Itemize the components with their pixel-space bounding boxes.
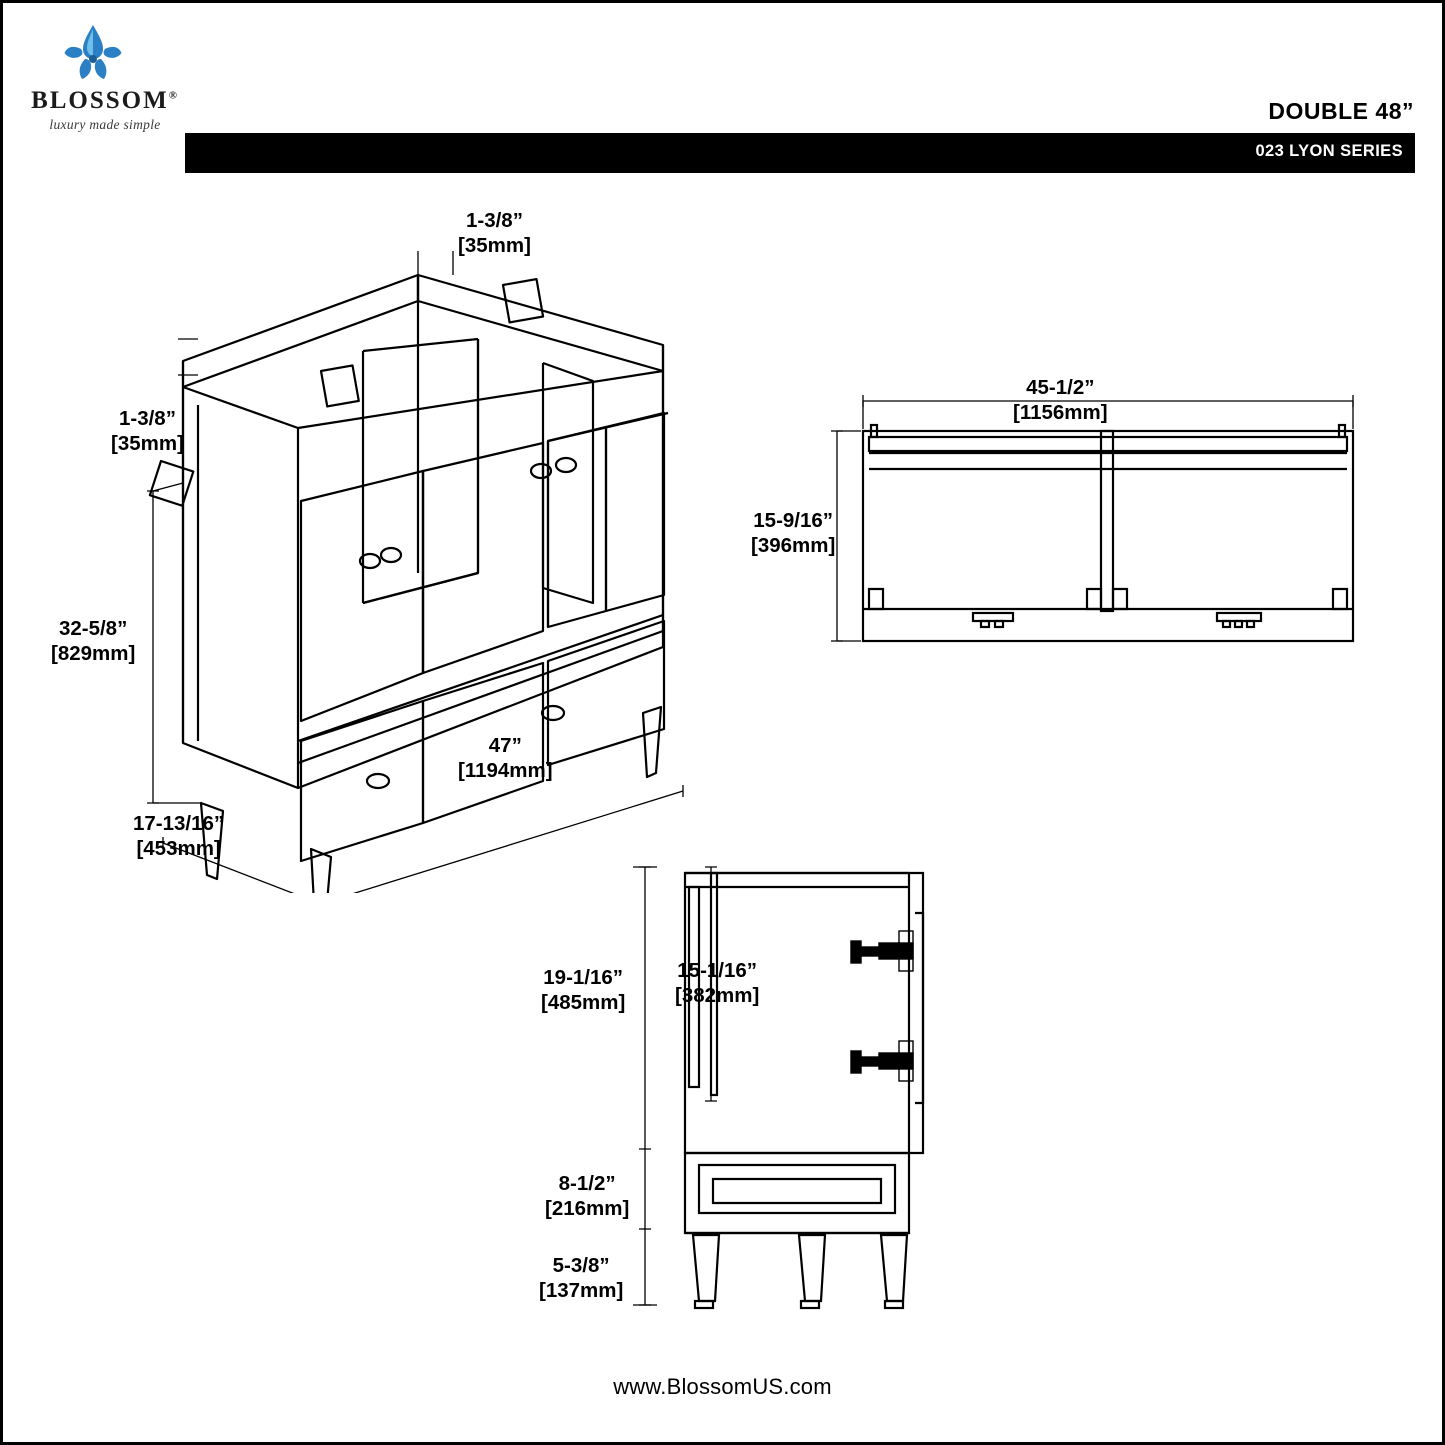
- series-bar: [185, 133, 1415, 173]
- brand-tagline: luxury made simple: [49, 117, 161, 132]
- dim-overall-depth: 17-13/16” [453mm]: [133, 812, 225, 860]
- dim-overall-height: 32-5/8” [829mm]: [51, 617, 136, 665]
- dim-top-thickness: 1-3/8” [35mm]: [458, 209, 531, 257]
- side-section-view: [623, 853, 1003, 1333]
- isometric-cabinet-view: [123, 243, 743, 893]
- dim-door-opening-height: 15-1/16” [382mm]: [675, 959, 760, 1007]
- page-title: DOUBLE 48”: [1268, 98, 1414, 124]
- brand-trademark: ®: [168, 89, 179, 102]
- dim-leg-height: 5-3/8” [137mm]: [539, 1254, 624, 1302]
- top-plan-view: [823, 383, 1383, 673]
- dim-side-thickness: 1-3/8” [35mm]: [111, 407, 184, 455]
- dim-cabinet-box-height: 19-1/16” [485mm]: [541, 966, 626, 1014]
- series-label: 023 LYON SERIES: [1255, 142, 1403, 160]
- blossom-flower-icon: [63, 23, 123, 85]
- dim-inner-width: 45-1/2” [1156mm]: [1013, 376, 1108, 424]
- dim-overall-width: 47” [1194mm]: [458, 734, 553, 782]
- dim-drawer-height: 8-1/2” [216mm]: [545, 1172, 630, 1220]
- brand-name: BLOSSOM®: [31, 87, 179, 114]
- dim-inner-depth: 15-9/16” [396mm]: [751, 509, 836, 557]
- footer-website[interactable]: www.BlossomUS.com: [613, 1374, 832, 1399]
- brand-logo: [25, 88, 185, 133]
- page-header: [3, 3, 1442, 178]
